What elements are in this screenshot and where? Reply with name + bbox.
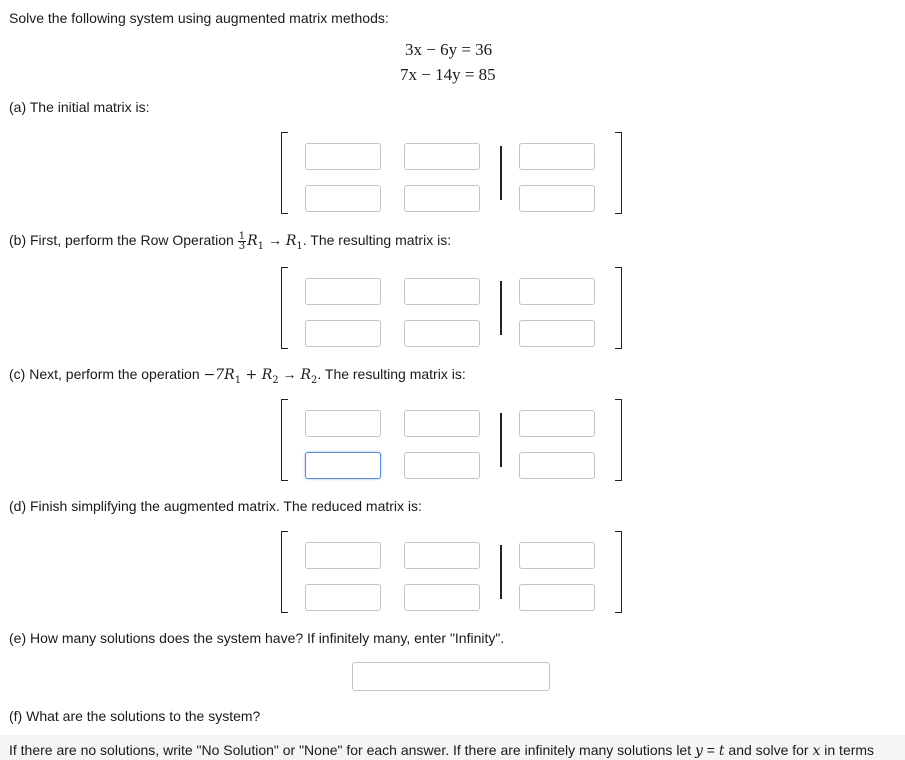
- matrix-c-r1c2-input[interactable]: [404, 410, 480, 437]
- matrix-b-r2c3-input[interactable]: [519, 320, 595, 347]
- matrix-d-r1c2-input[interactable]: [404, 542, 480, 569]
- matrix-a-r1c1-input[interactable]: [305, 143, 381, 170]
- matrix-a-r2c2-input[interactable]: [404, 185, 480, 212]
- matrix-a-r1c3-input[interactable]: [519, 143, 595, 170]
- matrix-a-r2c3-input[interactable]: [519, 185, 595, 212]
- part-e-label: (e) How many solutions does the system have? If infinitely many, enter "Infinity".: [9, 630, 505, 646]
- equation-2: 7x − 14y = 85: [400, 65, 496, 84]
- matrix-b-r1c2-input[interactable]: [404, 278, 480, 305]
- part-a-label: (a) The initial matrix is:: [9, 99, 150, 115]
- matrix-c-r2c1-input[interactable]: [305, 452, 381, 479]
- augment-bar: [500, 413, 502, 467]
- row-op-expression: $-7R_1 + R_2$: [203, 367, 279, 386]
- matrix-a: [281, 132, 622, 214]
- solution-count-input[interactable]: [352, 662, 550, 691]
- matrix-b: [281, 267, 622, 349]
- right-bracket: [615, 267, 622, 349]
- part-b-prefix: (b) First, perform the Row Operation: [9, 232, 234, 248]
- fraction: [238, 232, 246, 251]
- matrix-c-r1c3-input[interactable]: [519, 410, 595, 437]
- arrow: →: [282, 366, 297, 382]
- part-c-label: [9, 365, 466, 390]
- part-b-label: [9, 231, 451, 256]
- matrix-d-r2c3-input[interactable]: [519, 584, 595, 611]
- fraction-numerator: 1: [238, 230, 246, 242]
- matrix-c-r2c3-input[interactable]: [519, 452, 595, 479]
- part-f-instructions: If there are no solutions, write "No Solution" or "None" for each answer. If there are infinitely many solutions let y = t and solve for x in terms: [9, 742, 875, 759]
- part-b-suffix: . The resulting matrix is:: [302, 232, 452, 248]
- arrow: →: [267, 232, 282, 248]
- right-bracket: [615, 399, 622, 481]
- part-c-suffix: . The resulting matrix is:: [317, 366, 466, 382]
- equation-1: 3x − 6y = 36: [405, 40, 493, 59]
- matrix-a-r1c2-input[interactable]: [404, 143, 480, 170]
- matrix-b-r1c1-input[interactable]: [305, 278, 381, 305]
- row-op-rhs: $R_1$: [285, 233, 303, 252]
- intro-text: Solve the following system using augmented matrix methods:: [9, 10, 389, 26]
- left-bracket: [281, 531, 288, 613]
- left-bracket: [281, 132, 288, 214]
- left-bracket: [281, 267, 288, 349]
- augment-bar: [500, 146, 502, 200]
- matrix-b-r2c2-input[interactable]: [404, 320, 480, 347]
- row-op-rhs: $R_2$: [300, 367, 318, 386]
- right-bracket: [615, 132, 622, 214]
- matrix-c-r1c1-input[interactable]: [305, 410, 381, 437]
- left-bracket: [281, 399, 288, 481]
- matrix-c-r2c2-input[interactable]: [404, 452, 480, 479]
- fraction-denominator: 3: [238, 240, 246, 252]
- matrix-d-r2c2-input[interactable]: [404, 584, 480, 611]
- part-f-label: (f) What are the solutions to the system?: [9, 708, 261, 724]
- matrix-d: [281, 531, 622, 613]
- row-op-lhs: $R_1$: [247, 233, 265, 252]
- right-bracket: [615, 531, 622, 613]
- matrix-b-r1c3-input[interactable]: [519, 278, 595, 305]
- matrix-c: [281, 399, 622, 481]
- augment-bar: [500, 545, 502, 599]
- matrix-d-r1c1-input[interactable]: [305, 542, 381, 569]
- matrix-d-r2c1-input[interactable]: [305, 584, 381, 611]
- part-c-prefix: (c) Next, perform the operation: [9, 366, 200, 382]
- matrix-a-r2c1-input[interactable]: [305, 185, 381, 212]
- augment-bar: [500, 281, 502, 335]
- part-d-label: (d) Finish simplifying the augmented matrix. The reduced matrix is:: [9, 498, 422, 514]
- matrix-b-r2c1-input[interactable]: [305, 320, 381, 347]
- matrix-d-r1c3-input[interactable]: [519, 542, 595, 569]
